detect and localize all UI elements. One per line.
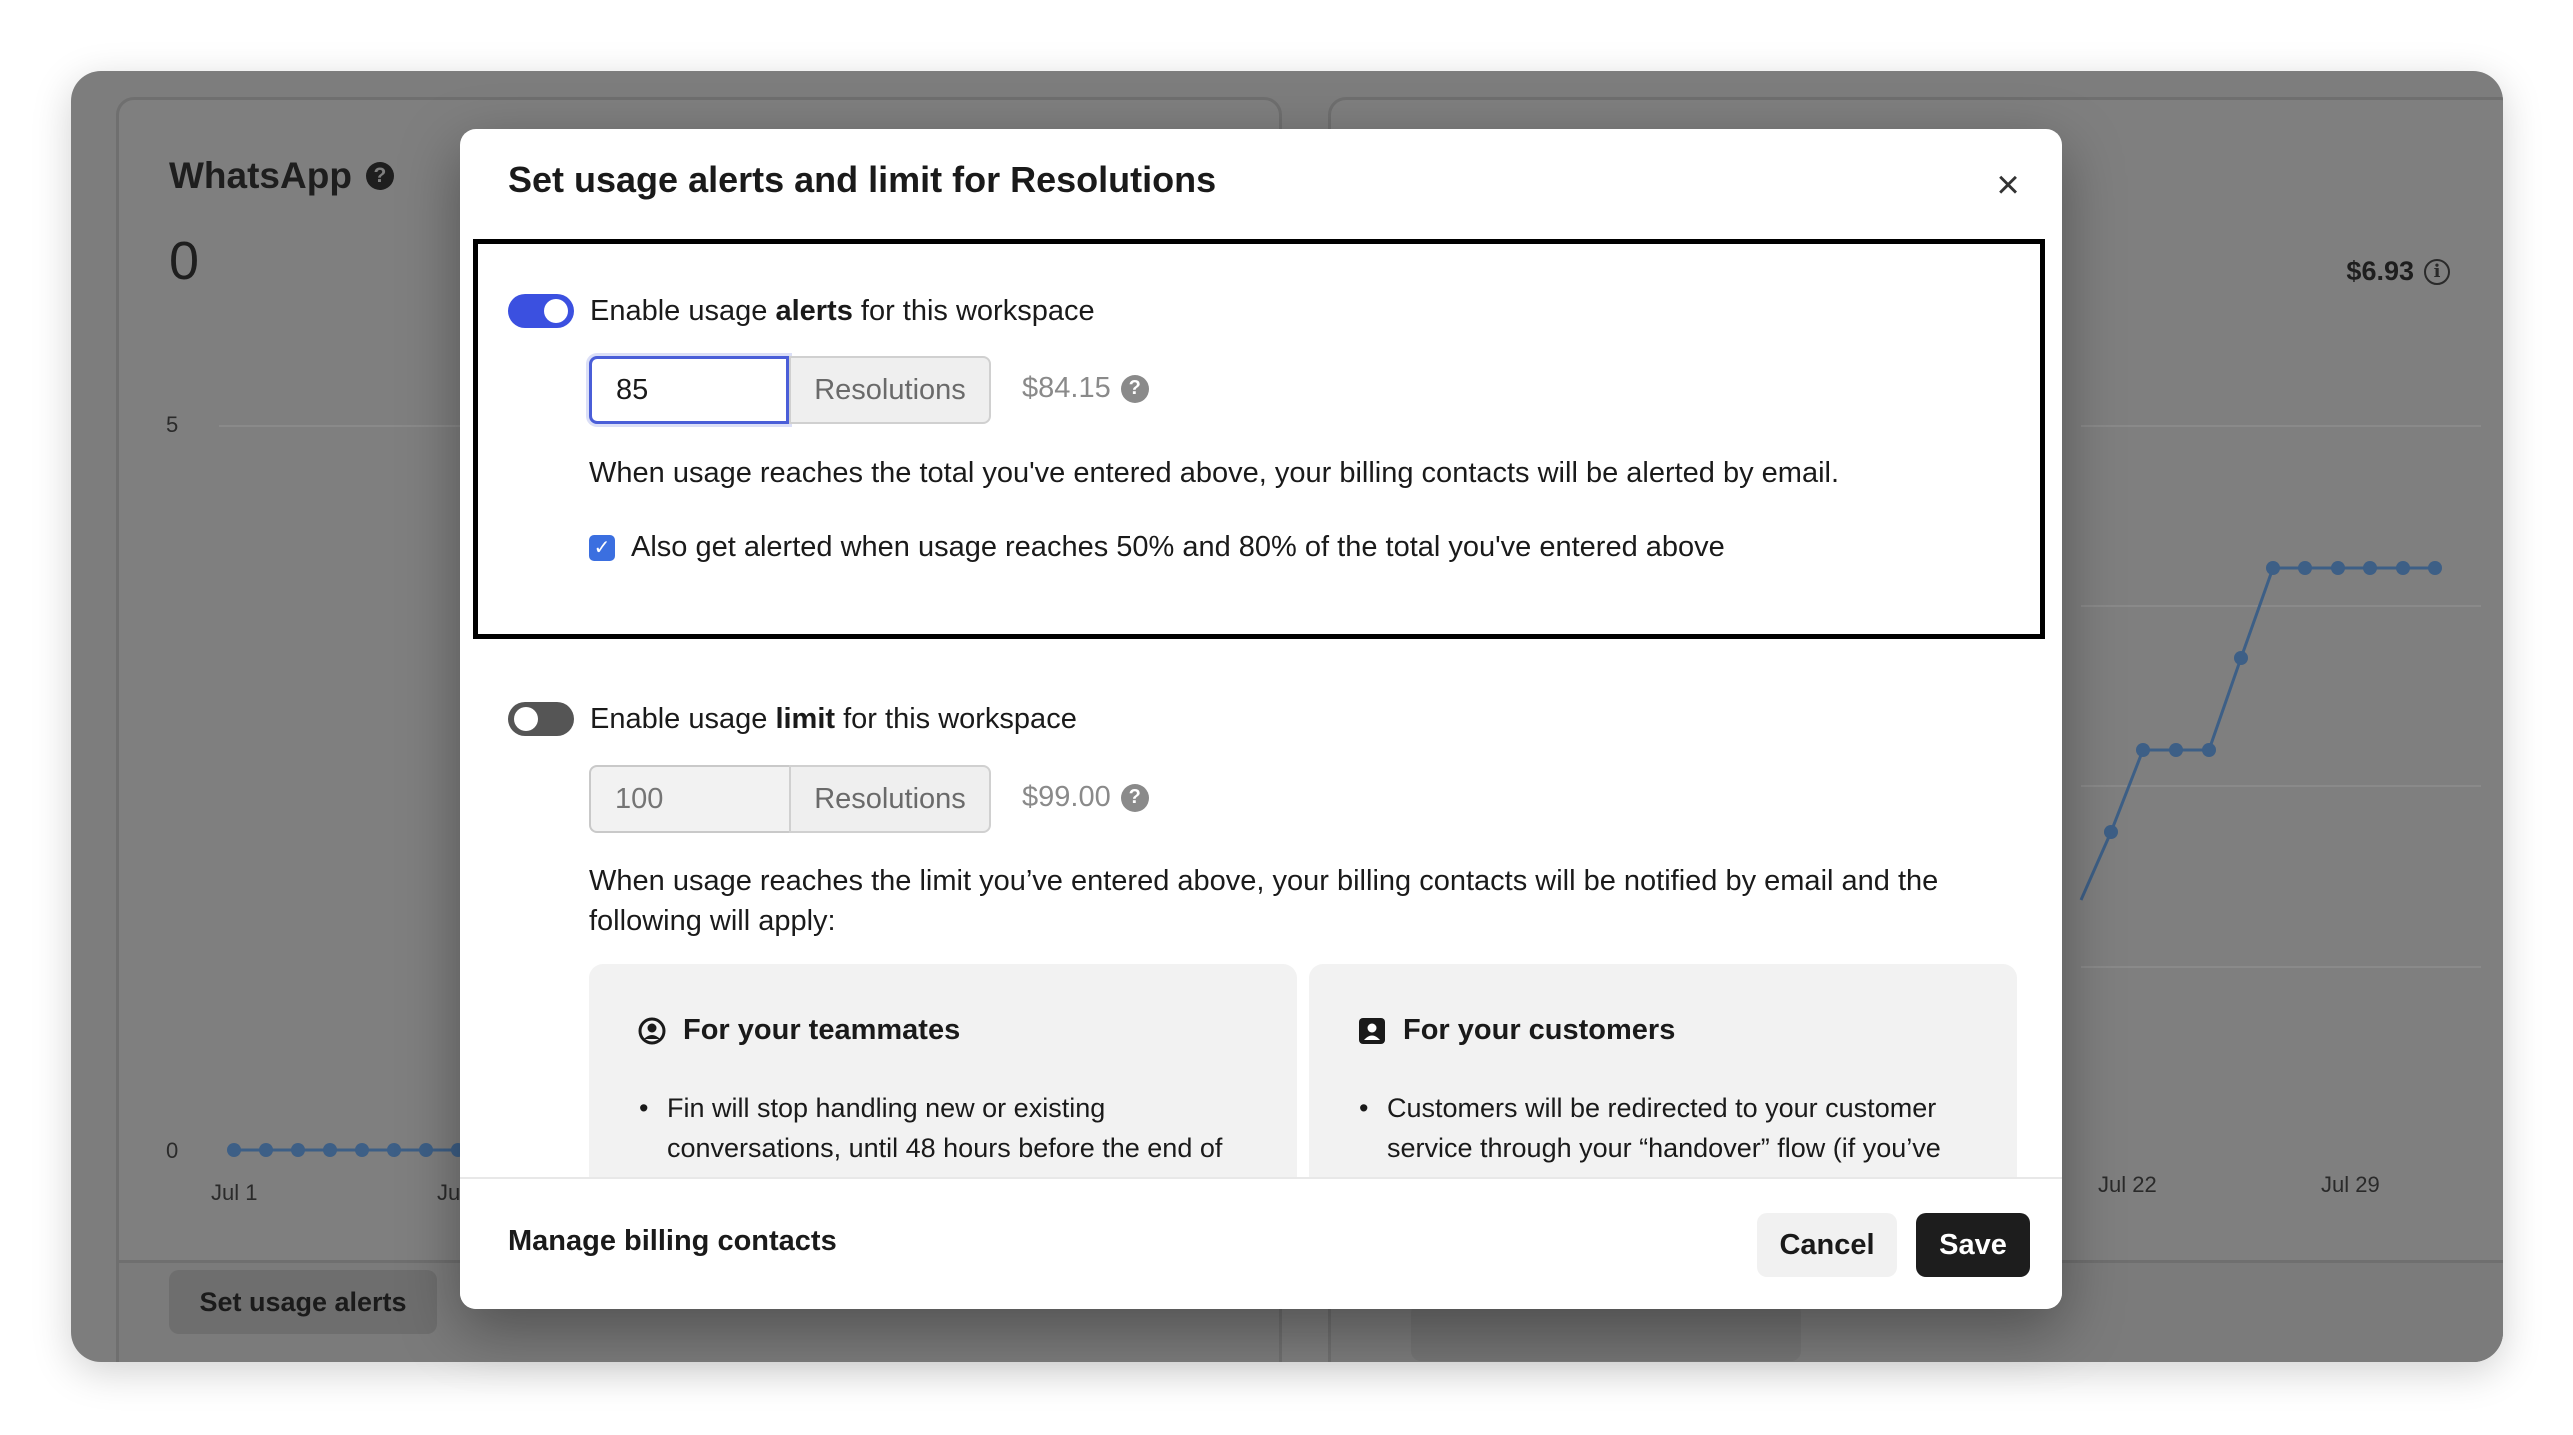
alerts-checkbox-row: [589, 531, 1725, 564]
data-point: [2169, 743, 2183, 757]
help-icon[interactable]: ?: [366, 162, 394, 190]
alerts-toggle-label: Enable usage alerts for this workspace: [590, 294, 1095, 327]
customers-bullet: • Customers will be redirected to your customer service through your “handover” flow (if you’ve: [1359, 1088, 1977, 1168]
cumulative-line-chart: [2031, 450, 2503, 950]
x-tick: Ju: [437, 1180, 461, 1205]
customers-card-title: [1357, 1014, 1675, 1047]
teammates-card-title-text: For your teammates: [683, 1014, 961, 1046]
alerts-checkbox-label: Also get alerted when usage reaches 50% and 80% of the total you've entered above: [631, 531, 1725, 563]
modal-footer: [460, 1177, 2062, 1309]
alerts-unit-addon: Resolutions: [789, 356, 991, 424]
data-point: [419, 1143, 433, 1157]
alerts-toggle[interactable]: [508, 294, 574, 328]
x-tick: Jul 1: [211, 1180, 258, 1205]
cancel-button[interactable]: Cancel: [1757, 1213, 1897, 1277]
toggle-knob: [544, 299, 568, 323]
info-icon[interactable]: i: [2424, 259, 2450, 285]
data-point: [227, 1143, 241, 1157]
teammates-card-title: [637, 1014, 960, 1047]
flat-line-chart: [119, 100, 519, 1200]
customers-card-title-text: For your customers: [1403, 1014, 1676, 1046]
alerts-threshold-input[interactable]: [589, 356, 789, 424]
usage-alerts-modal: [460, 129, 2062, 1309]
usage-limit-button[interactable]: [1411, 1303, 1801, 1361]
data-point: [259, 1143, 273, 1157]
data-point: [2202, 743, 2216, 757]
y-tick-top: 5: [166, 412, 179, 437]
usage-amount: [2346, 256, 2450, 287]
modal-title: Set usage alerts and limit for Resolutions: [508, 159, 1217, 200]
alerts-input-group: [589, 356, 991, 424]
alerts-percent-checkbox[interactable]: ✓: [589, 535, 615, 561]
data-point: [2234, 651, 2248, 665]
limit-toggle[interactable]: [508, 702, 574, 736]
grid-line: [2081, 966, 2481, 968]
limit-threshold-input[interactable]: [589, 765, 789, 833]
toggle-knob: [514, 707, 538, 731]
user-circle-icon: [637, 1016, 667, 1046]
data-point: [355, 1143, 369, 1157]
data-point: [2363, 561, 2377, 575]
alerts-price: [1022, 372, 1149, 405]
contact-card-icon: [1357, 1016, 1387, 1046]
usage-count: 0: [169, 231, 200, 291]
save-button[interactable]: Save: [1916, 1213, 2030, 1277]
teammates-bullet: • Fin will stop handling new or existing conversations, until 48 hours before the end of: [639, 1088, 1257, 1168]
x-tick: Jul 29: [2321, 1172, 2380, 1197]
data-point: [387, 1143, 401, 1157]
data-point: [323, 1143, 337, 1157]
card-title-text: WhatsApp: [169, 155, 352, 196]
limit-unit-addon: Resolutions: [789, 765, 991, 833]
limit-toggle-label: Enable usage limit for this workspace: [590, 702, 1077, 735]
data-point: [2331, 561, 2345, 575]
alerts-price-text: $84.15: [1022, 372, 1111, 404]
grid-line: [2081, 425, 2481, 427]
limit-input-group: [589, 765, 991, 833]
close-icon[interactable]: ×: [1996, 162, 2020, 207]
data-point: [2104, 825, 2118, 839]
data-point: [2136, 743, 2150, 757]
alerts-toggle-row: [508, 294, 1095, 328]
data-point: [2298, 561, 2312, 575]
usage-amount-text: $6.93: [2346, 256, 2414, 286]
limit-description: When usage reaches the limit you’ve entered above, your billing contacts will be notified by email and the following will apply:: [589, 865, 1939, 937]
limit-toggle-row: [508, 702, 1077, 736]
data-point: [291, 1143, 305, 1157]
manage-billing-contacts-link[interactable]: Manage billing contacts: [508, 1225, 837, 1257]
teammates-card: [589, 964, 1297, 1179]
help-icon[interactable]: ?: [1121, 375, 1149, 403]
data-point: [2396, 561, 2410, 575]
modal-body: [460, 239, 2062, 1179]
limit-price-text: $99.00: [1022, 781, 1111, 813]
data-point: [2428, 561, 2442, 575]
alerts-description: When usage reaches the total you've entered above, your billing contacts will be alerted by email.: [589, 457, 1840, 489]
customers-card: [1309, 964, 2017, 1179]
data-point: [2266, 561, 2280, 575]
y-tick-bottom: 0: [166, 1138, 179, 1163]
x-tick: Jul 22: [2098, 1172, 2157, 1197]
help-icon[interactable]: ?: [1121, 784, 1149, 812]
set-usage-alerts-button[interactable]: Set usage alerts: [169, 1270, 437, 1334]
limit-price: [1022, 781, 1149, 814]
